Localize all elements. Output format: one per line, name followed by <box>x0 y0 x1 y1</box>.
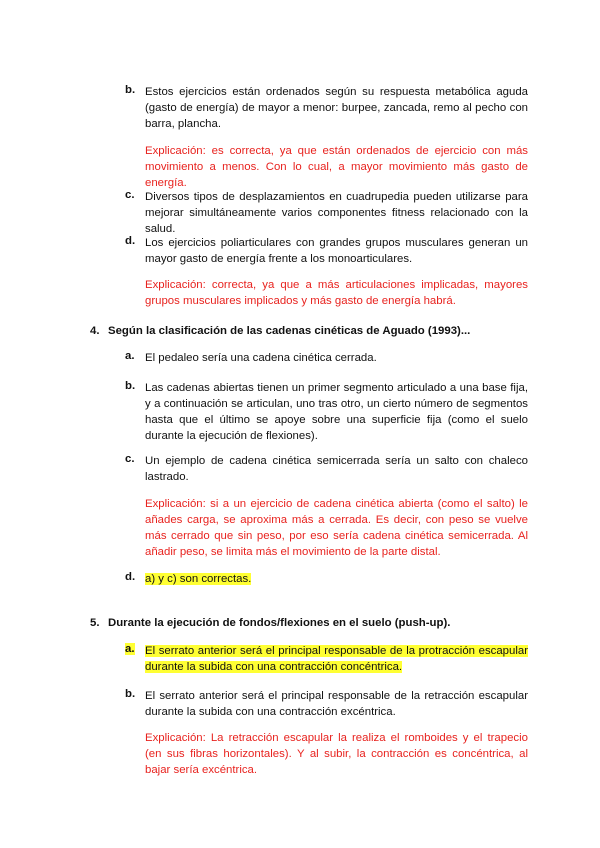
option-letter: c. <box>125 453 135 465</box>
q3-option-d-text: Los ejercicios poliarticulares con grandes grupos musculares generan un mayor gasto de energía frente a los monoarticulares. <box>145 237 528 265</box>
q4-option-c-explanation: Explicación: si a un ejercicio de cadena cinética abierta (como el salto) le añades carga, se aproxima más a cerrada. Es decir, con peso se vuelve más cerrado que sin peso, por eso sería cadena cinética semicerrada. Al añadir peso, se limita más el movimiento de la parte distal. <box>145 498 528 558</box>
option-letter: c. <box>125 189 135 201</box>
q3-option-d-explanation: Explicación: correcta, ya que a más articulaciones implicadas, mayores grupos musculares implicados y más gasto de energía habrá. <box>145 279 528 307</box>
q3-option-c-text: Diversos tipos de desplazamientos en cuadrupedia pueden utilizarse para mejorar simultáneamente varios componentes fitness relacionado con la salud. <box>145 191 528 235</box>
q3-option-b-explanation: Explicación: es correcta, ya que están ordenados de ejercicio con más movimiento a menos. Con lo cual, a mayor movimiento más gasto de energía. <box>145 145 528 189</box>
question-title: Durante la ejecución de fondos/flexiones en el suelo (push-up). <box>108 617 451 629</box>
option-letter: a. <box>125 643 135 655</box>
q4-option-b-text: Las cadenas abiertas tienen un primer segmento articulado a una base fija, y a continuación se articulan, uno tras otro, un cierto número de segmentos hasta que el último se apoye sobre una superficie fija (como el suelo durante la ejecución de flexiones). <box>145 382 528 442</box>
highlighted-answer: El serrato anterior será el principal responsable de la protracción escapular durante la subida con una contracción concéntrica. <box>145 645 528 673</box>
q3-option-b-text: Estos ejercicios están ordenados según su respuesta metabólica aguda (gasto de energía) de mayor a menor: burpee, zancada, remo al pecho con barra, plancha. <box>145 86 528 130</box>
option-letter: b. <box>125 84 136 96</box>
q5-option-a-text <box>145 643 528 675</box>
q4-option-d-text <box>145 571 251 587</box>
option-letter: d. <box>125 571 136 583</box>
question-number: 5. <box>90 617 100 629</box>
highlighted-answer: a) y c) son correctas. <box>145 573 252 585</box>
q4-option-c-text: Un ejemplo de cadena cinética semicerrada sería un salto con chaleco lastrado. <box>145 455 528 483</box>
q5-option-b-text: El serrato anterior será el principal responsable de la retracción escapular durante la subida con una contracción excéntrica. <box>145 690 528 718</box>
option-letter: b. <box>125 380 136 392</box>
option-letter: a. <box>125 350 135 362</box>
question-title: Según la clasificación de las cadenas cinéticas de Aguado (1993)... <box>108 325 471 337</box>
q4-option-a-text: El pedaleo sería una cadena cinética cerrada. <box>145 352 377 364</box>
option-letter: d. <box>125 235 136 247</box>
option-letter: b. <box>125 688 136 700</box>
question-number: 4. <box>90 325 100 337</box>
q5-option-b-explanation: Explicación: La retracción escapular la realiza el romboides y el trapecio (en sus fibras horizontales). Y al subir, la contracción es concéntrica, al bajar sería excéntrica. <box>145 732 528 776</box>
